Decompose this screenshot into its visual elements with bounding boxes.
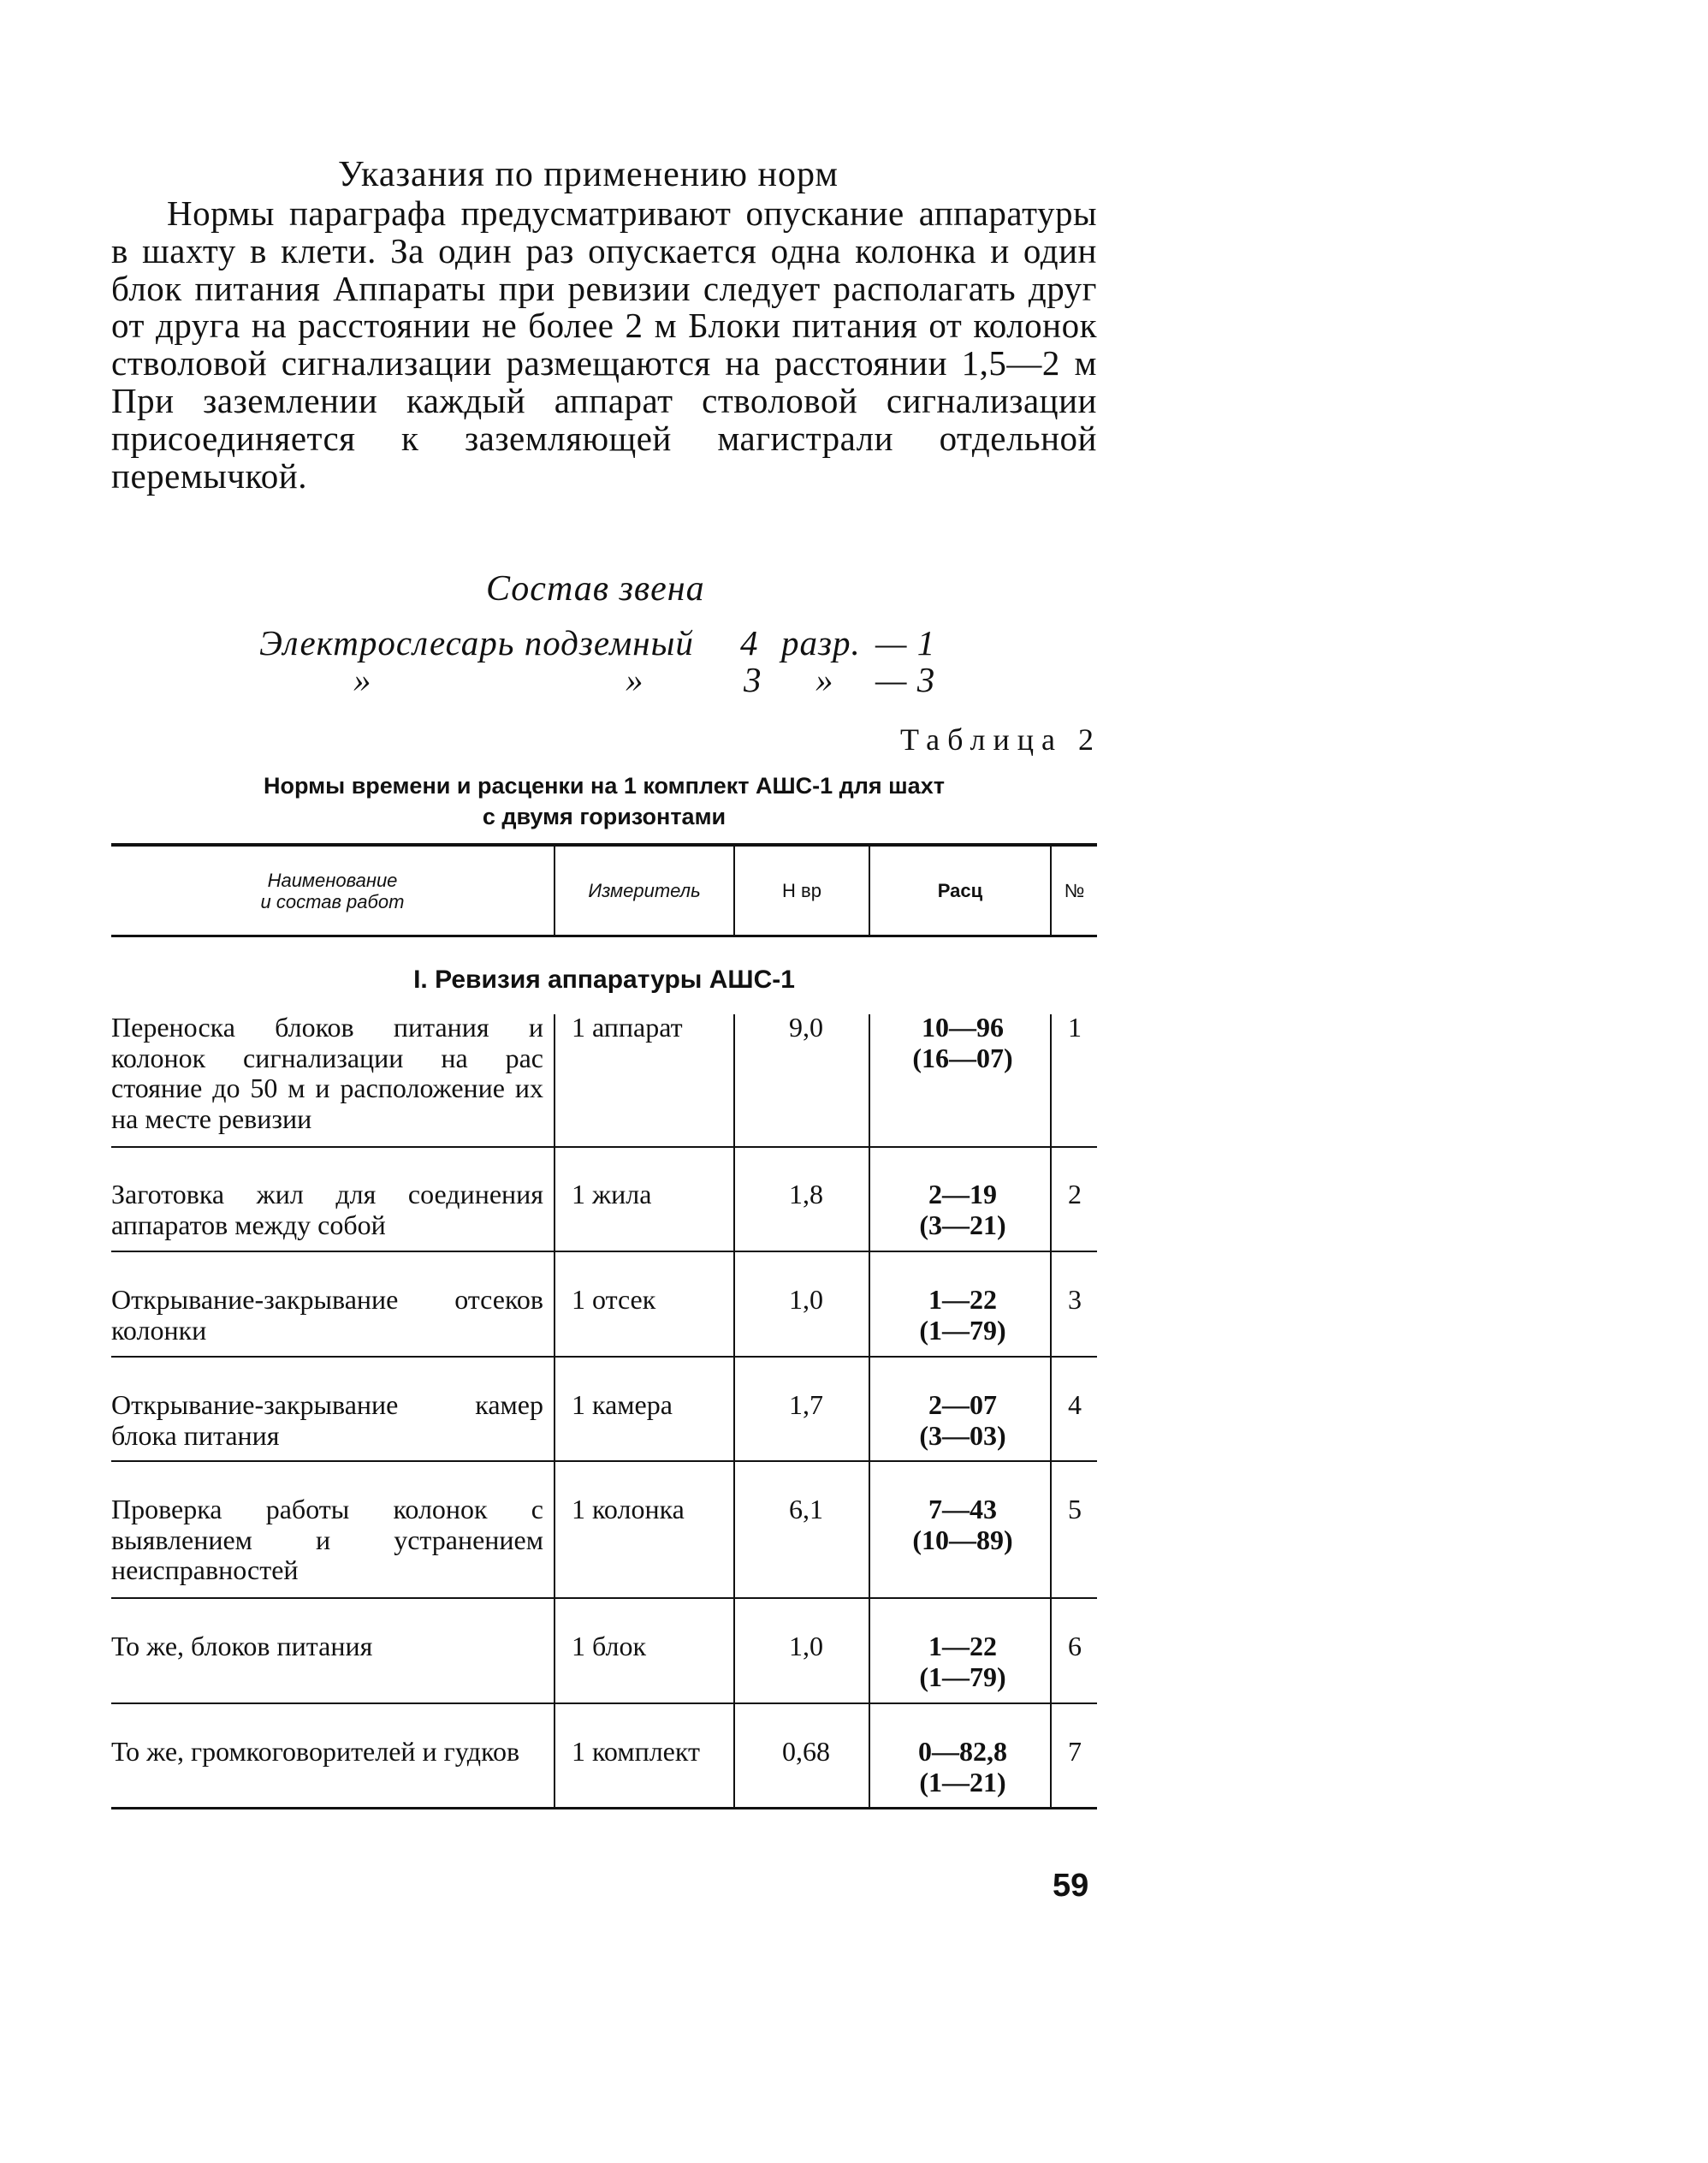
header-time: Н вр (782, 880, 821, 901)
row-6-time: 1,0 (789, 1631, 823, 1661)
page-number: 59 (1053, 1868, 1089, 1904)
crew-count-1: — 1 (875, 623, 936, 663)
row-4-unit: 1 камера (572, 1389, 673, 1420)
header-name-line-1: Наименование (267, 869, 398, 891)
row-4-num: 4 (1068, 1389, 1082, 1420)
row-3-rate (873, 1285, 1053, 1346)
row-4-rate-main: 2—07 (928, 1389, 997, 1420)
header-name (111, 847, 554, 935)
row-3-rate-main: 1—22 (928, 1284, 997, 1315)
crew-unit-2: » (815, 660, 834, 699)
row-2-time: 1,8 (789, 1179, 823, 1209)
table-caption-line-1: Нормы времени и расценки на 1 комплект АШС-1 для шахт (264, 773, 945, 799)
row-6-rate-alt: (1—79) (919, 1661, 1006, 1692)
row-divider (111, 1146, 1097, 1148)
row-1-name: Переноска блоков питания и колонок сигнализации на рас стояние до 50 м и расположение их на месте ревизии (111, 1012, 543, 1134)
row-5-rate-alt: (10—89) (912, 1524, 1013, 1555)
row-7-name: То же, громкоговорителей и гудков (111, 1736, 520, 1767)
row-6-unit: 1 блок (572, 1631, 646, 1661)
row-6-name: То же, блоков питания (111, 1631, 373, 1661)
row-5-name: Проверка работы колонок с выявлением и устранением неисправностей (111, 1494, 543, 1585)
crew-ditto-2: » (626, 660, 644, 699)
row-4-name: Открывание-закрывание камер блока питания (111, 1389, 543, 1451)
row-1-rate-main: 10—96 (922, 1012, 1004, 1043)
crew-grade-1: 4 (740, 623, 759, 663)
row-7-num: 7 (1068, 1736, 1082, 1767)
row-4-rate-alt: (3—03) (919, 1419, 1006, 1451)
row-2-name: Заготовка жил для соединения аппаратов между собой (111, 1179, 543, 1240)
row-3-time: 1,0 (789, 1284, 823, 1315)
crew-count-2: — 3 (875, 660, 936, 699)
row-7-rate-main: 0—82,8 (918, 1736, 1007, 1767)
instructions-body: Нормы параграфа предусматривают опускание аппаратуры в шахту в клети. За один раз опускается одна колонка и один блок питания Аппараты при ревизии следует располагать друг от друга на расстоянии не более 2 м Блоки питания от колонок стволовой сигнализации размещаются на расстоянии 1,5—2 м При заземлении каждый аппарат стволовой сигнализации присоединяется к заземляющей магистрали отдельной перемычкой. (111, 193, 1097, 496)
row-2-rate-main: 2—19 (928, 1179, 997, 1209)
row-3-num: 3 (1068, 1284, 1082, 1315)
header-num: № (1064, 880, 1085, 901)
header-name-line-2: и состав работ (260, 890, 405, 912)
row-4-rate (873, 1390, 1053, 1451)
table-label: Таблица 2 (900, 722, 1101, 757)
row-3-unit: 1 отсек (572, 1284, 656, 1315)
row-7-rate (873, 1737, 1053, 1798)
row-6-rate (873, 1631, 1053, 1692)
row-divider (111, 1356, 1097, 1358)
row-divider (111, 1460, 1097, 1462)
header-rate: Расц (937, 880, 983, 901)
crew-profession: Электрослесарь подземный (259, 623, 694, 663)
table-caption (111, 770, 1097, 832)
header-bottom-rule (111, 935, 1097, 937)
row-6-num: 6 (1068, 1631, 1082, 1661)
row-divider (111, 1597, 1097, 1599)
row-1-time: 9,0 (789, 1012, 823, 1043)
header-unit: Измеритель (588, 880, 701, 901)
table-bottom-rule (111, 1807, 1097, 1809)
crew-ditto-1: » (353, 660, 372, 699)
row-5-rate-main: 7—43 (928, 1494, 997, 1524)
row-2-unit: 1 жила (572, 1179, 652, 1209)
row-2-rate-alt: (3—21) (919, 1209, 1006, 1240)
row-5-rate (873, 1494, 1053, 1555)
crew-title: Состав звена (486, 569, 705, 609)
row-7-unit: 1 комплект (572, 1736, 700, 1767)
row-1-num: 1 (1068, 1012, 1082, 1043)
instructions-title: Указания по применению норм (338, 155, 839, 194)
row-5-num: 5 (1068, 1494, 1082, 1524)
row-5-time: 6,1 (789, 1494, 823, 1524)
row-3-rate-alt: (1—79) (919, 1314, 1006, 1346)
row-7-rate-alt: (1—21) (919, 1766, 1006, 1798)
row-1-rate (873, 1013, 1053, 1073)
section-title: I. Ревизия аппаратуры АШС-1 (413, 966, 795, 994)
row-1-rate-alt: (16—07) (912, 1042, 1013, 1073)
body-column-line (554, 1014, 555, 1809)
row-4-time: 1,7 (789, 1389, 823, 1420)
row-2-rate (873, 1180, 1053, 1240)
row-divider (111, 1251, 1097, 1252)
body-column-line (733, 1014, 735, 1809)
row-2-num: 2 (1068, 1179, 1082, 1209)
row-divider (111, 1702, 1097, 1704)
row-6-rate-main: 1—22 (928, 1631, 997, 1661)
table-caption-line-2: с двумя горизонтами (482, 804, 726, 829)
row-7-time: 0,68 (782, 1736, 830, 1767)
crew-grade-2: 3 (744, 660, 762, 699)
crew-unit-1: разр. (781, 623, 861, 663)
row-1-unit: 1 аппарат (572, 1012, 683, 1043)
row-5-unit: 1 колонка (572, 1494, 685, 1524)
row-3-name: Открывание-закрывание отсеков колонки (111, 1284, 543, 1346)
